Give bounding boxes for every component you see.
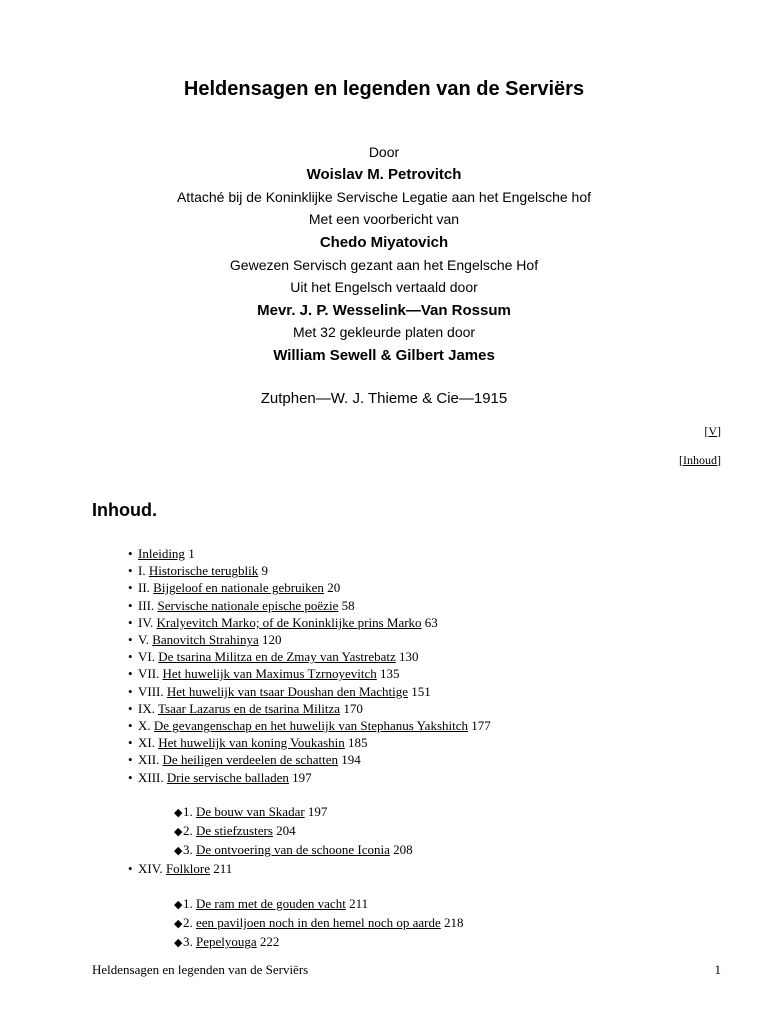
toc-item [128,579,491,596]
toc-prefix: III. [138,597,155,613]
toc-item [128,700,491,717]
publisher-line: Zutphen—W. J. Thieme & Cie—1915 [260,390,508,407]
book-title: Heldensagen en legenden van de Serviërs [183,78,585,100]
toc-list [128,545,491,952]
toc-page: 194 [341,752,361,768]
page-marker: [V] [704,424,721,438]
toc-prefix: VIII. [138,683,164,699]
toc-subitem [174,914,491,933]
toc-prefix: 1. [183,803,193,819]
toc-link[interactable]: Het huwelijk van koning Voukashin [158,735,345,751]
toc-page: 63 [424,614,438,630]
toc-page: 197 [307,803,328,819]
toc-link[interactable]: Servische nationale epische poëzie [157,597,339,613]
toc-item [128,717,491,734]
toc-link[interactable]: De stiefzusters [196,823,273,839]
bullet: • [128,735,133,751]
toc-link[interactable]: Het huwelijk van tsaar Doushan den Machtige [166,683,409,699]
toc-item [128,751,491,768]
bullet: • [128,563,133,579]
toc-item [128,648,491,665]
toc-item [128,631,491,648]
toc-page: 208 [393,842,413,858]
toc-page: 218 [444,914,464,930]
toc-prefix: II. [138,580,150,596]
bullet: • [128,861,133,877]
toc-link[interactable]: Historische terugblik [148,563,259,579]
toc-prefix: I. [138,563,146,579]
toc-prefix: 3. [183,934,193,950]
toc-page: 151 [411,683,431,699]
diamond-bullet-icon: ◆ [174,917,183,930]
toc-prefix: XIV. [138,861,163,877]
toc-page: 130 [399,649,419,665]
bullet: • [128,614,133,630]
toc-page: 120 [261,632,282,648]
footer-page-number: 1 [714,962,721,977]
toc-prefix: XI. [138,735,155,751]
toc-page: 185 [348,735,368,751]
bullet: • [128,718,133,734]
toc-prefix: X. [138,718,151,734]
bullet: • [128,649,133,665]
toc-prefix: IV. [138,614,154,630]
toc-subitem [174,822,491,841]
illustrators: William Sewell & Gilbert James [273,347,495,364]
toc-link[interactable]: De tsarina Militza en de Zmay van Yastrebatz [158,649,396,665]
bullet: • [128,580,133,596]
toc-prefix: 2. [183,914,193,930]
bullet: • [128,700,133,716]
bullet: • [128,769,133,785]
toc-prefix: V. [138,632,149,648]
bullet: • [128,683,133,699]
page-marker-link[interactable]: V [708,424,717,438]
diamond-bullet-icon: ◆ [174,806,183,819]
toc-link[interactable]: De ontvoering van de schoone Iconia [196,842,390,858]
translation-label: Uit het Engelsch vertaald door [290,279,478,295]
toc-link[interactable]: Folklore [165,861,210,877]
toc-prefix: VII. [138,666,160,682]
author-name: Woislav M. Petrovitch [306,166,462,183]
toc-prefix: XII. [138,752,160,768]
toc-link[interactable]: Kralyevitch Marko; of de Koninklijke prins Marko [156,614,422,630]
diamond-bullet-icon: ◆ [174,937,183,950]
plates-label: Met 32 gekleurde platen door [292,324,476,340]
bullet: • [128,666,133,682]
toc-page: 9 [261,563,268,579]
toc-item [128,683,491,700]
toc-item [128,734,491,751]
toc-item [128,769,491,861]
contents-marker: [Inhoud] [679,453,721,467]
toc-link[interactable]: De ram met de gouden vacht [196,895,346,911]
bullet: • [128,752,133,768]
toc-prefix: XIII. [138,769,164,785]
footer-running-title: Heldensagen en legenden van de Serviërs [92,962,309,977]
toc-link[interactable]: De gevangenschap en het huwelijk van Stephanus Yakshitch [153,718,468,734]
toc-link[interactable]: De heiligen verdeelen de schatten [162,752,338,768]
toc-item [128,665,491,682]
contents-link[interactable]: Inhoud [683,453,717,467]
toc-page: 170 [343,700,363,716]
toc-page: 197 [292,769,312,785]
toc-prefix: VI. [138,649,155,665]
toc-item [128,562,491,579]
toc-item [128,597,491,614]
toc-link[interactable]: De bouw van Skadar [196,803,305,819]
toc-page: 177 [471,718,491,734]
toc-prefix: IX. [138,700,155,716]
toc-link[interactable]: een paviljoen noch in den hemel noch op aarde [196,914,441,930]
toc-subitem [174,895,491,914]
toc-prefix: 3. [183,842,193,858]
toc-item [128,545,491,562]
toc-page: 211 [213,861,233,877]
diamond-bullet-icon: ◆ [174,845,183,858]
toc-link[interactable]: Bijgeloof en nationale gebruiken [153,580,324,596]
toc-sublist [128,803,491,861]
toc-page: 20 [327,580,341,596]
translator-name: Mevr. J. P. Wesselink—Van Rossum [257,302,511,319]
toc-link[interactable]: Pepelyouga [196,934,257,950]
diamond-bullet-icon: ◆ [174,898,183,911]
bullet: • [128,546,133,561]
toc-page: 222 [259,934,280,950]
toc-item [128,614,491,631]
diamond-bullet-icon: ◆ [174,826,183,839]
toc-subitem [174,933,491,952]
toc-subitem [174,803,491,822]
toc-page: 204 [276,823,296,839]
bullet: • [128,632,133,648]
toc-page: 58 [341,597,355,613]
bullet: • [128,597,133,613]
toc-link[interactable]: Inleiding [138,546,185,561]
toc-link[interactable]: Tsaar Lazarus en de tsarina Militza [157,700,341,716]
author-role: Attaché bij de Koninklijke Servische Legatie aan het Engelsche hof [176,189,592,205]
toc-prefix: 1. [183,895,193,911]
toc-page: 135 [380,666,400,682]
toc-page: 1 [188,546,195,561]
toc-item [128,860,491,952]
toc-link[interactable]: Drie servische balladen [166,769,289,785]
foreword-author: Chedo Miyatovich [319,234,449,251]
toc-subitem [174,841,491,860]
toc-link[interactable]: Banovitch Strahinya [152,632,259,648]
foreword-label: Met een voorbericht van [308,211,460,227]
toc-sublist [128,895,491,953]
toc-page: 211 [349,895,369,911]
toc-link[interactable]: Het huwelijk van Maximus Tzrnoyevitch [162,666,377,682]
toc-prefix: 2. [183,823,193,839]
by-label: Door [368,144,400,160]
foreword-role: Gewezen Servisch gezant aan het Engelsche Hof [229,257,539,273]
contents-heading: Inhoud. [92,500,157,520]
